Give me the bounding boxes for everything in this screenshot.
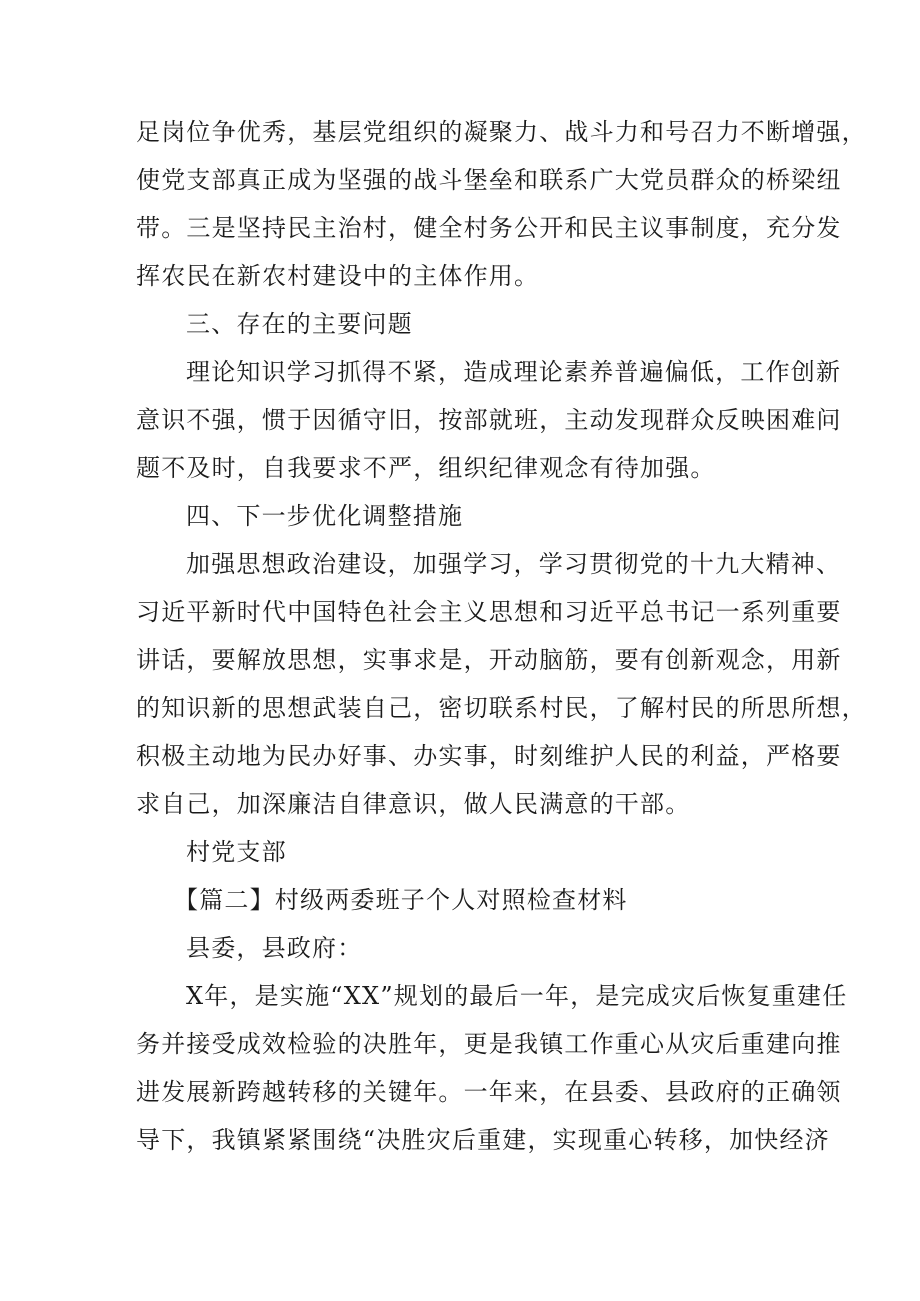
paragraph-line: 进发展新跨越转移的关键年。一年来，在县委、县政府的正确领: [136, 1078, 842, 1106]
section-heading: 三、存在的主要问题: [186, 310, 413, 338]
paragraph-line: 使党支部真正成为坚强的战斗堡垒和联系广大党员群众的桥梁纽: [136, 166, 842, 194]
section-heading: 四、下一步优化调整措施: [186, 502, 464, 530]
article-title: 【篇二】村级两委班子个人对照检查材料: [174, 886, 628, 914]
paragraph-line: 挥农民在新农村建设中的主体作用。: [136, 262, 540, 290]
paragraph-line: 务并接受成效检验的决胜年，更是我镇工作重心从灾后重建向推: [136, 1030, 842, 1058]
paragraph-line: 足岗位争优秀，基层党组织的凝聚力、战斗力和号召力不断增强，: [136, 118, 867, 146]
paragraph-line: 的知识新的思想武装自己，密切联系村民，了解村民的所思所想，: [136, 694, 867, 722]
paragraph-line: X年，是实施“XX”规划的最后一年，是完成灾后恢复重建任: [186, 982, 848, 1010]
paragraph-line: 加强思想政治建设，加强学习，学习贯彻党的十九大精神、: [186, 550, 842, 578]
paragraph-line: 求自己，加深廉洁自律意识，做人民满意的干部。: [136, 790, 691, 818]
paragraph-line: 讲话，要解放思想，实事求是，开动脑筋，要有创新观念，用新: [136, 646, 842, 674]
paragraph-line: 积极主动地为民办好事、办实事，时刻维护人民的利益，严格要: [136, 742, 842, 770]
paragraph-line: 题不及时，自我要求不严，组织纪律观念有待加强。: [136, 454, 716, 482]
paragraph-line: 带。三是坚持民主治村，健全村务公开和民主议事制度，充分发: [136, 214, 842, 242]
paragraph-line: 理论知识学习抓得不紧，造成理论素养普遍偏低，工作创新: [186, 358, 842, 386]
paragraph-line: 习近平新时代中国特色社会主义思想和习近平总书记一系列重要: [136, 598, 842, 626]
salutation: 县委，县政府：: [186, 934, 363, 962]
paragraph-line: 导下，我镇紧紧围绕“决胜灾后重建，实现重心转移，加快经济: [136, 1126, 830, 1154]
paragraph-line: 意识不强，惯于因循守旧，按部就班，主动发现群众反映困难问: [136, 406, 842, 434]
signature-line: 村党支部: [186, 838, 287, 866]
